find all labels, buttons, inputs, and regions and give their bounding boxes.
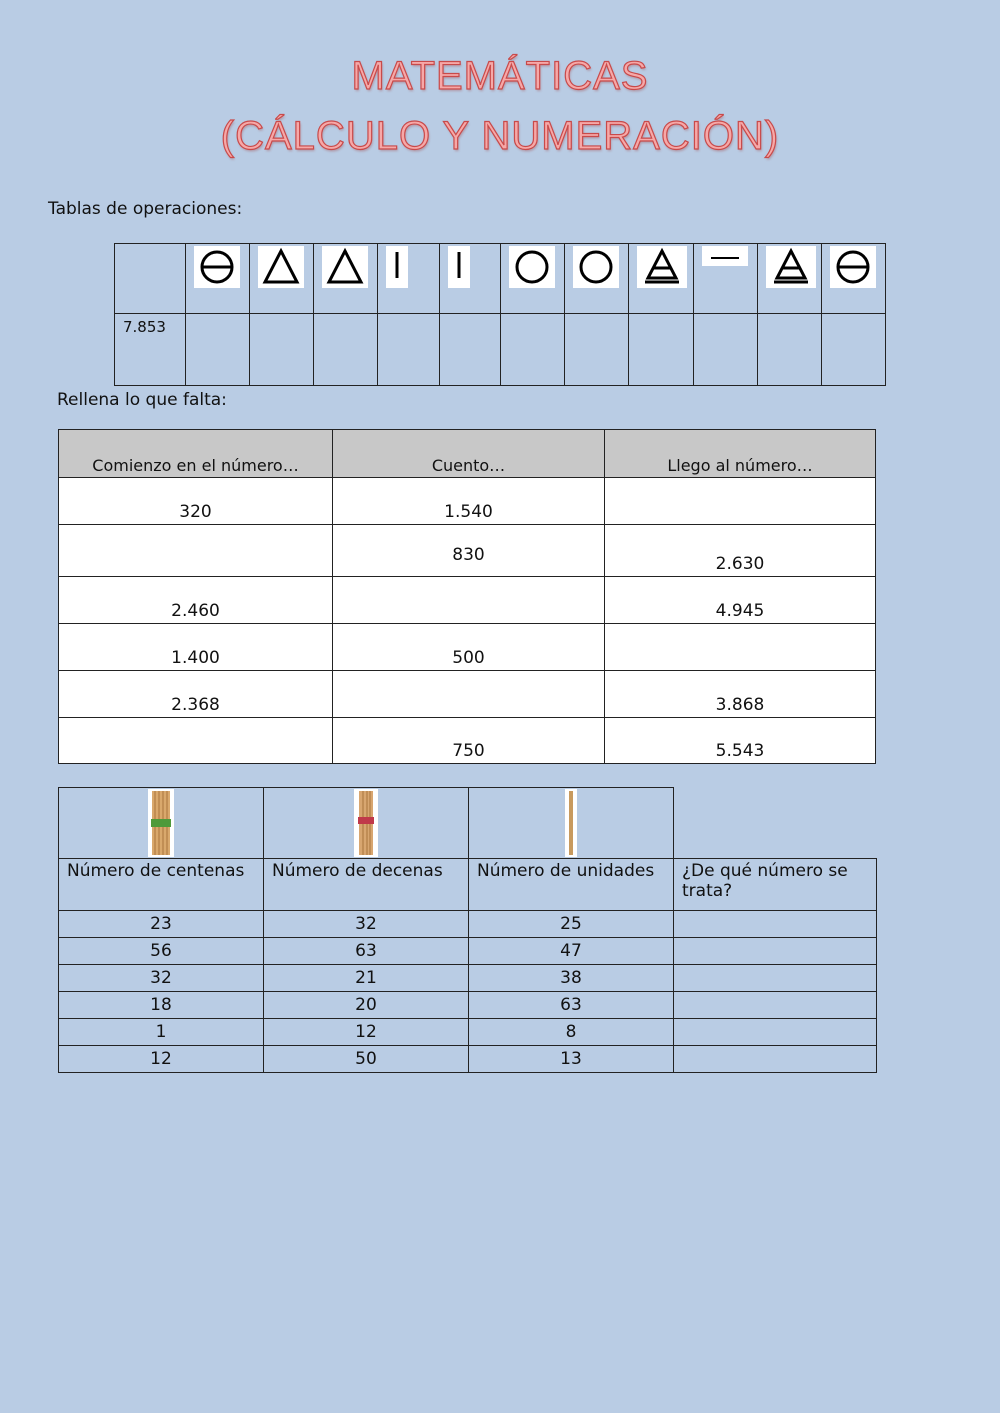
hundreds-cell: 12 (59, 1046, 264, 1073)
answer-cell[interactable] (757, 314, 821, 386)
table-row (59, 624, 876, 671)
end-cell: 2.630 (605, 525, 876, 577)
answer-cell[interactable] (693, 314, 757, 386)
start-cell: 1.400 (59, 624, 333, 671)
fill-table (58, 429, 876, 764)
answer-cell[interactable] (249, 314, 313, 386)
header-end: Llego al número… (605, 430, 876, 478)
circle-icon (573, 246, 619, 288)
answer-cell[interactable] (674, 965, 877, 992)
table-row (59, 671, 876, 718)
header-count: Cuento… (333, 430, 605, 478)
circle-minus-icon (194, 246, 240, 288)
answer-cell[interactable] (674, 938, 877, 965)
table-row (59, 718, 876, 764)
answer-cell[interactable] (629, 314, 693, 386)
tens-cell: 32 (264, 911, 469, 938)
count-cell[interactable] (333, 671, 605, 718)
table-row (59, 525, 876, 577)
hundreds-cell: 23 (59, 911, 264, 938)
answer-cell[interactable] (185, 314, 249, 386)
symbols-row (115, 244, 886, 314)
table-row (59, 965, 877, 992)
answer-cell[interactable] (674, 1019, 877, 1046)
bar-icon (448, 246, 470, 288)
tens-cell: 50 (264, 1046, 469, 1073)
end-cell: 5.543 (605, 718, 876, 764)
header-tens: Número de decenas (264, 859, 469, 911)
header-units: Número de unidades (469, 859, 674, 911)
tens-cell: 20 (264, 992, 469, 1019)
bar-icon (386, 246, 408, 288)
triangle-icon (322, 246, 368, 288)
count-cell: 500 (333, 624, 605, 671)
hundreds-cell: 18 (59, 992, 264, 1019)
triangle-icon (258, 246, 304, 288)
hundred-sticks-bundle-icon (148, 789, 174, 857)
empty-corner-cell (115, 244, 186, 314)
tens-cell: 21 (264, 965, 469, 992)
ten-sticks-bundle-icon (354, 789, 378, 857)
answer-cell[interactable] (439, 314, 501, 386)
page-title-line-1: MATEMÁTICAS (351, 54, 649, 98)
answer-cell[interactable] (313, 314, 377, 386)
hundreds-cell: 1 (59, 1019, 264, 1046)
circle-minus-icon (830, 246, 876, 288)
sticks-pictures-row (59, 788, 877, 859)
table-row (59, 1046, 877, 1073)
tens-cell: 63 (264, 938, 469, 965)
header-hundreds: Número de centenas (59, 859, 264, 911)
answer-cell[interactable] (821, 314, 885, 386)
fill-header-row (59, 430, 876, 478)
table-row (59, 1019, 877, 1046)
units-cell: 63 (469, 992, 674, 1019)
units-cell: 13 (469, 1046, 674, 1073)
header-start: Comienzo en el número… (59, 430, 333, 478)
table-row (59, 992, 877, 1019)
start-number: 7.853 (115, 314, 186, 386)
table-row (59, 577, 876, 624)
units-cell: 38 (469, 965, 674, 992)
table-row (59, 478, 876, 525)
start-cell: 320 (59, 478, 333, 525)
triangle-bars-icon (637, 246, 687, 288)
count-cell: 830 (333, 525, 605, 577)
triangle-bars-icon (766, 246, 816, 288)
answer-cell[interactable] (674, 1046, 877, 1073)
answer-cell[interactable] (565, 314, 629, 386)
tens-cell: 12 (264, 1019, 469, 1046)
start-cell[interactable] (59, 525, 333, 577)
start-cell: 2.368 (59, 671, 333, 718)
table-row (59, 938, 877, 965)
end-cell[interactable] (605, 478, 876, 525)
page-title-line-2: (CÁLCULO Y NUMERACIÓN) (220, 114, 780, 158)
answer-cell[interactable] (377, 314, 439, 386)
place-value-header-row (59, 859, 877, 911)
units-cell: 25 (469, 911, 674, 938)
dash-icon (702, 246, 748, 266)
header-which-number: ¿De qué número se trata? (674, 859, 877, 911)
answer-cell[interactable] (674, 992, 877, 1019)
start-cell: 2.460 (59, 577, 333, 624)
circle-icon (509, 246, 555, 288)
count-cell: 750 (333, 718, 605, 764)
hundreds-cell: 56 (59, 938, 264, 965)
place-value-table (58, 787, 877, 1073)
answer-cell[interactable] (674, 911, 877, 938)
end-cell: 4.945 (605, 577, 876, 624)
single-stick-icon (565, 789, 577, 857)
units-cell: 47 (469, 938, 674, 965)
answers-row (115, 314, 886, 386)
count-cell: 1.540 (333, 478, 605, 525)
start-cell[interactable] (59, 718, 333, 764)
fill-label: Rellena lo que falta: (57, 390, 227, 410)
answer-cell[interactable] (501, 314, 565, 386)
end-cell[interactable] (605, 624, 876, 671)
hundreds-cell: 32 (59, 965, 264, 992)
units-cell: 8 (469, 1019, 674, 1046)
operations-table (114, 243, 886, 386)
table-row (59, 911, 877, 938)
operations-label: Tablas de operaciones: (48, 199, 243, 219)
end-cell: 3.868 (605, 671, 876, 718)
count-cell[interactable] (333, 577, 605, 624)
